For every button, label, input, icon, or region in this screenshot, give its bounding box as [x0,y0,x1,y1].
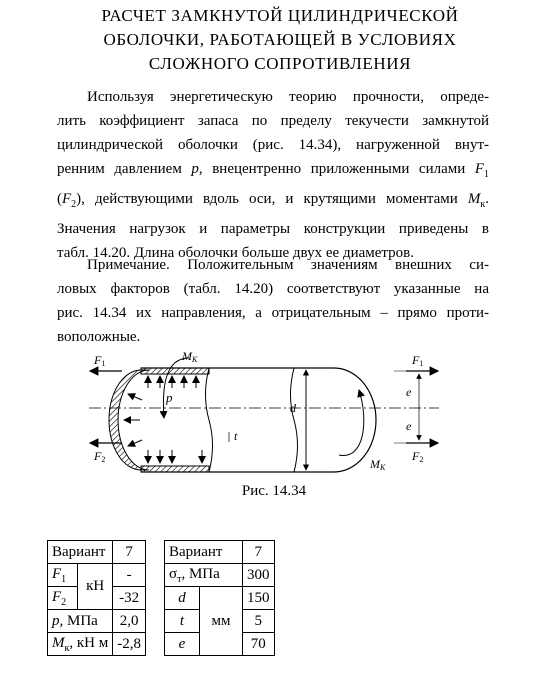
label-f1-right: F1 [412,353,424,368]
diameter-value: 150 [243,587,275,610]
text-line: ренним давлением p, внецентренно приложенными силами $F_1$ [57,161,489,180]
variant-label: Вариант [165,541,243,564]
label-f1-left: F1 [94,353,106,368]
pressure-value: 2,0 [113,610,146,633]
f1-value: - [113,564,146,587]
note-paragraph [57,253,489,349]
label-pressure: p [166,390,173,405]
f1-label: $F_1$ [48,564,78,587]
f2-label: $F_2$ [48,587,78,610]
unit-mm: мм [200,587,243,656]
task-paragraph [57,85,489,265]
label-mk-left: MK [182,350,198,364]
pressure-label: p, МПа [48,610,113,633]
page-title [60,4,500,76]
variant-value: 7 [243,541,275,564]
text-line: ловых факторов (табл. 14.20) соответствуют указанные на [57,281,489,297]
title-line-3: СЛОЖНОГО СОПРОТИВЛЕНИЯ [148,54,412,73]
text-line: $(F_2)$, действующими вдоль оси, и крутящими моментами $M_к$. [57,191,489,210]
text-line: лить коэффициент запаса по пределу текучести замкнутой [57,113,489,129]
moment-value: -2,8 [113,633,146,656]
text-line: табл. 14.20. Длина оболочки больше двух ее диаметров. [57,245,414,261]
text-line: воположные. [57,329,141,345]
figure-caption: Рис. 14.34 [241,483,307,499]
variant-value: 7 [113,541,146,564]
load-table [47,540,146,656]
label-e-top: e [406,385,412,399]
label-thickness: t [234,429,238,443]
yield-stress-value: 300 [243,564,275,587]
shell-diagram [84,350,444,475]
text-line: Примечание. Положительным значениям внешних си- [87,257,489,273]
moment-label: $M_к$, кН м [48,633,113,656]
torque-left-arrow [163,358,189,418]
parameter-table [164,540,275,656]
variant-label: Вариант [48,541,113,564]
torque-right-arrow [339,390,364,455]
text-line: рис. 14.34 их направления, а отрицательным – прямо проти- [57,305,489,321]
label-f2-left: F2 [94,449,106,464]
text-line: Используя энергетическую теорию прочности, опреде- [87,89,489,105]
thickness-value: 5 [243,610,275,633]
label-f2-right: F2 [412,449,424,464]
pressure-arrows [124,376,202,463]
break-line-right [291,368,298,472]
text-line: Значения нагрузок и параметры конструкции приведены в [57,221,489,237]
top-wall-hatch [141,368,209,374]
yield-stress-label: $\sigma_т$, МПа [165,564,243,587]
thickness-label: t [165,610,200,633]
break-line-left [206,368,213,472]
text-line: цилиндрической оболочки (рис. 14.34), нагруженной внут- [57,137,489,153]
label-e-bottom: e [406,419,412,433]
diameter-label: d [165,587,200,610]
eccentricity-label: e [165,633,200,656]
label-diameter: d [290,401,296,415]
bottom-wall-hatch [141,466,209,472]
f2-value: -32 [113,587,146,610]
title-line-1: РАСЧЕТ ЗАМКНУТОЙ ЦИЛИНДРИЧЕСКОЙ [101,6,459,25]
unit-kn: кН [78,564,113,610]
label-mk-right: MK [370,457,386,472]
eccentricity-value: 70 [243,633,275,656]
title-line-2: ОБОЛОЧКИ, РАБОТАЮЩЕЙ В УСЛОВИЯХ [103,30,457,49]
